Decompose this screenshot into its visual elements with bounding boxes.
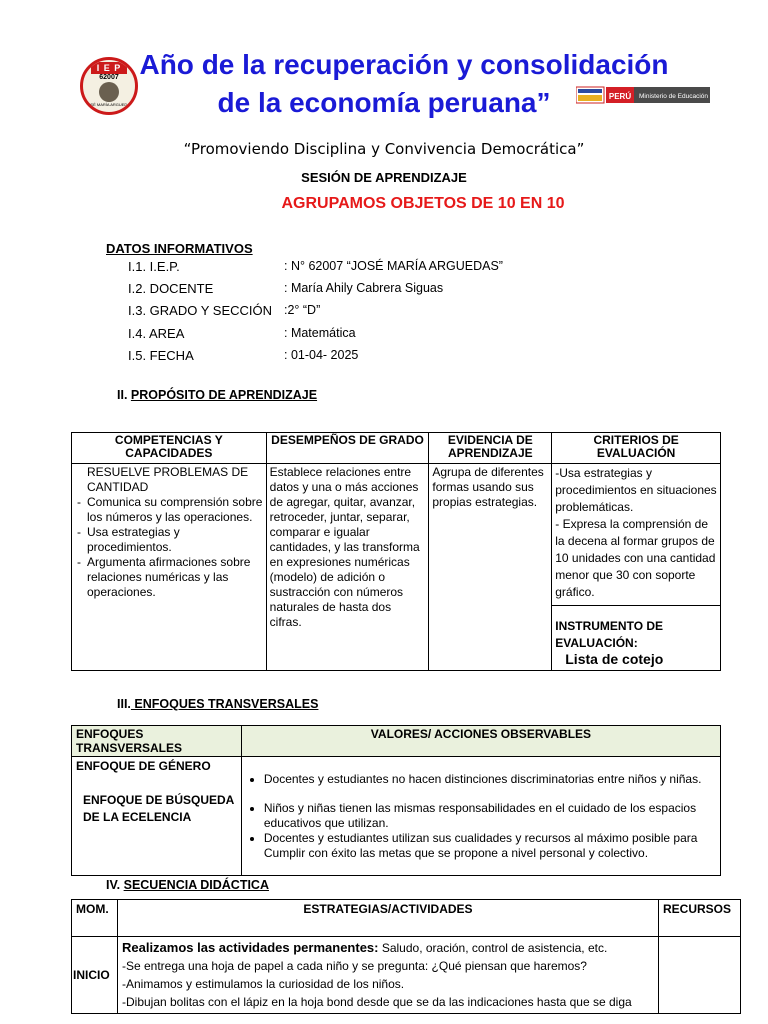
year-title-line1: Año de la recuperación y consolidación [139, 49, 669, 80]
secuencia-heading [106, 878, 269, 892]
instrumento-label: INSTRUMENTO DE EVALUACIÓN: [555, 619, 664, 650]
col-header: MOM. [72, 900, 118, 937]
seal-number: 62007 [99, 74, 119, 81]
session-title: AGRUPAMOS OBJETOS DE 10 EN 10 [281, 195, 565, 212]
instrumento-value: Lista de cotejo [565, 651, 664, 667]
capacidad-item: - Usa estrategias y procedimientos. [87, 525, 263, 555]
accion-item: • Docentes y estudiantes utilizan sus cualidades y recursos al máximo posible para Cumplir con éxito las metas que se propone a nivel personal y colectivo. [264, 831, 716, 861]
section-number: IV. [106, 878, 124, 892]
permanentes-rest: Saludo, oración, control de asistencia, etc. [378, 941, 608, 955]
recursos-cell [659, 937, 741, 1014]
datos-label: I.5. FECHA [128, 348, 194, 363]
ministry-logo [576, 86, 710, 104]
capacidad-item: - Comunica su comprensión sobre los números y las operaciones. [87, 495, 263, 525]
datos-value: : 01-04- 2025 [284, 348, 359, 362]
col-header: ENFOQUES TRANSVERSALES [72, 726, 242, 757]
section-title: ENFOQUES TRANSVERSALES [130, 697, 319, 711]
session-label: SESIÓN DE APRENDIZAJE [301, 170, 467, 185]
inicio-activities-cell [117, 937, 658, 1014]
desempeno-cell: Establece relaciones entre datos y una o más acciones de agregar, quitar, avanzar, retroceder, juntar, separar, comparar e igualar cantidades, y las transforma en expresiones numéricas (modelo) de adición o sustracción con números naturales de hasta dos cifras. [266, 464, 429, 671]
capacidad-item: - Argumenta afirmaciones sobre relaciones numéricas y las operaciones. [87, 555, 263, 600]
datos-label: I.2. DOCENTE [128, 281, 214, 296]
proposito-table [71, 432, 721, 671]
col-header: CRITERIOS DE EVALUACIÓN [552, 433, 721, 464]
datos-label: I.1. I.E.P. [128, 259, 180, 274]
section-number: III. [117, 697, 131, 711]
activity-line: -Se entrega una hoja de papel a cada niño y se pregunta: ¿Qué piensan que haremos? [121, 959, 587, 973]
secuencia-table [71, 899, 741, 1014]
inicio-label: INICIO [72, 937, 118, 1014]
section-title: PROPÓSITO DE APRENDIZAJE [130, 388, 318, 402]
datos-value: : Matemática [284, 326, 356, 340]
criterio-item: -Usa estrategias y procedimientos en situaciones problemáticas. [555, 466, 717, 514]
datos-value: :2° “D” [284, 303, 321, 317]
criterio-item: - Expresa la comprensión de la decena al formar grupos de 10 unidades con una cantidad menor que 30 con soporte gráfico. [555, 517, 716, 599]
motto: “Promoviendo Disciplina y Convivencia Democrática” [183, 140, 585, 158]
activity-line: -Animamos y estimulamos la curiosidad de los niños. [121, 977, 405, 991]
datos-label: I.4. AREA [128, 326, 185, 341]
enfoque-name: ENFOQUE DE BÚSQUEDA DE LA ECELENCIA [83, 793, 234, 824]
col-header: COMPETENCIAS Y CAPACIDADES [72, 433, 267, 464]
year-title-line2: de la economía peruana” [217, 87, 551, 118]
datos-label: I.3. GRADO Y SECCIÓN [128, 303, 273, 318]
col-header: DESEMPEÑOS DE GRADO [266, 433, 429, 464]
permanentes-bold: Realizamos las actividades permanentes: [121, 940, 379, 955]
accion-item: • Docentes y estudiantes no hacen distinciones discriminatorias entre niños y niñas. [264, 772, 716, 787]
criterios-cell [552, 464, 721, 671]
acciones-cell [241, 757, 720, 876]
col-header: ESTRATEGIAS/ACTIVIDADES [117, 900, 658, 937]
section-title: SECUENCIA DIDÁCTICA [123, 878, 269, 892]
datos-heading: DATOS INFORMATIVOS [106, 241, 253, 256]
accion-item: • Niños y niñas tienen las mismas responsabilidades en el cuidado de los espacios educativos que utilizan. [264, 801, 716, 831]
datos-value: : N° 62007 “JOSÉ MARÍA ARGUEDAS” [284, 259, 503, 273]
seal-ring-text: JOSÉ MARÍA ARGUEDAS [85, 102, 133, 107]
proposito-heading [117, 388, 317, 402]
permanentes-line [122, 939, 654, 957]
ministry-label: Ministerio de Educación [639, 93, 709, 100]
enfoque-name: ENFOQUE DE GÉNERO [76, 759, 211, 773]
competencia-title: RESUELVE PROBLEMAS DE CANTIDAD [87, 465, 249, 494]
enfoques-heading [117, 697, 318, 711]
datos-value: : María Ahily Cabrera Siguas [284, 281, 444, 295]
competencias-cell [72, 464, 267, 671]
evidencia-cell: Agrupa de diferentes formas usando sus propias estrategias. [429, 464, 552, 671]
activity-line: -Dibujan bolitas con el lápiz en la hoja bond desde que se da las indicaciones hasta que se diga [121, 995, 632, 1009]
col-header: RECURSOS [659, 900, 741, 937]
enfoques-table [71, 725, 721, 876]
seal-top-label: I E P [91, 62, 127, 74]
enfoques-names-cell [72, 757, 242, 876]
col-header: EVIDENCIA DE APRENDIZAJE [429, 433, 552, 464]
section-number: II. [117, 388, 131, 402]
peru-label: PERÚ [608, 92, 632, 101]
col-header: VALORES/ ACCIONES OBSERVABLES [241, 726, 720, 757]
